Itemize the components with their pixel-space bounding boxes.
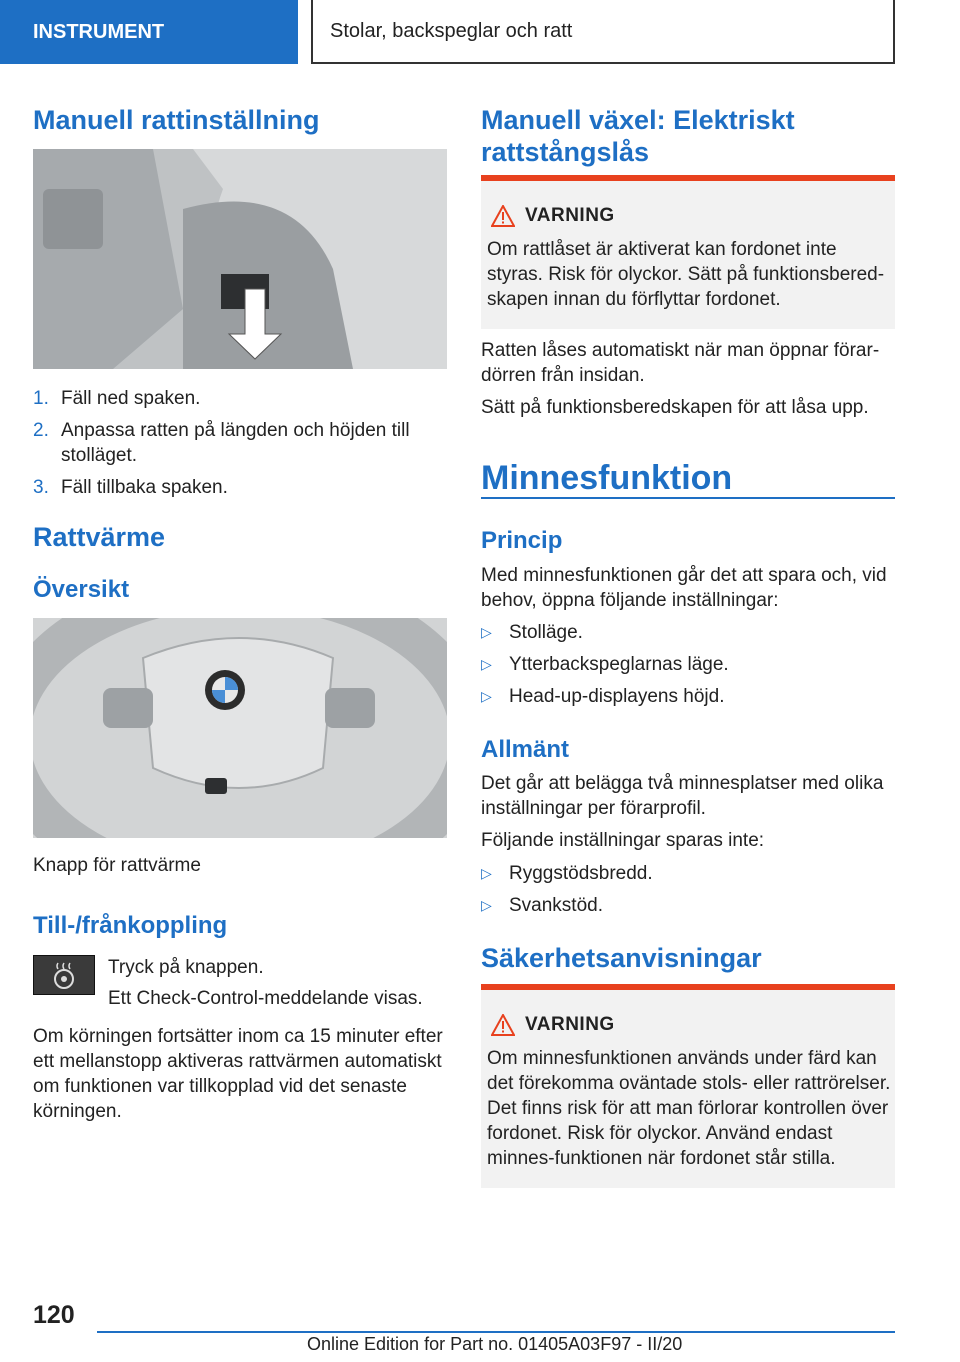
step-text: Fäll ned spaken. <box>61 388 201 409</box>
footer-rule <box>97 1331 895 1333</box>
list-item <box>481 861 895 886</box>
figure-caption: Knapp för rattvärme <box>33 855 201 876</box>
heading-steering-lock: Manuell växel: Elektriskt rattstångslås <box>481 105 795 167</box>
heading-manual-adjust: Manuell rattinställning <box>33 105 320 135</box>
list-item-text: Ytterbackspeglarnas läge. <box>509 654 729 675</box>
warning-label: VARNING <box>525 205 615 226</box>
general-paragraph: Det går att belägga två minnesplatser med olika inställningar per förarprofil. <box>481 773 884 819</box>
heading-principle: Princip <box>481 527 563 554</box>
list-item <box>33 418 447 468</box>
warning-box-memory <box>481 984 895 1188</box>
heading-overview: Översikt <box>33 576 130 603</box>
steering-heat-icon <box>44 960 84 990</box>
warning-triangle-icon <box>491 205 515 227</box>
warning-label: VARNING <box>525 1014 615 1035</box>
bullet-triangle-icon: ▷ <box>481 624 492 640</box>
list-item-text: Stolläge. <box>509 622 583 643</box>
auto-activation-paragraph: Om körningen fortsätter inom ca 15 minuter efter ett mellanstopp aktiveras rattvärmen automatiskt om funktionen var tillkopplad vid det senaste körningen. <box>33 1026 443 1122</box>
header-chapter-box <box>311 0 895 64</box>
unlock-paragraph: Sätt på funktionsberedskapen för att låsa upp. <box>481 397 869 418</box>
heading-memory-function: Minnesfunktion <box>481 459 733 497</box>
list-item-text: Head-up-displayens höjd. <box>509 686 725 707</box>
steering-wheel-illustration <box>33 618 447 838</box>
step-number: 2. <box>33 420 49 441</box>
warning-triangle-icon <box>491 1014 515 1036</box>
auto-lock-paragraph: Ratten låses automatiskt när man öppnar förardörren från insidan. <box>481 340 880 386</box>
principle-paragraph: Med minnesfunktionen går det att spara och, vid behov, öppna följande inställningar: <box>481 565 887 611</box>
heading-steering-heat: Rattvärme <box>33 522 166 552</box>
warning-text: Om minnesfunktionen används under färd kan det förekomma oväntade stols- eller rattrörelser. Det finns risk för att man förlorar kontrollen över fordonet. Risk för olyckor. Använd endast minnes-funktionen när fordonet står stilla. <box>487 1048 891 1169</box>
list-item-text: Svankstöd. <box>509 895 603 916</box>
warning-header <box>491 205 615 227</box>
warning-box-lock <box>481 175 895 329</box>
step-text: Anpassa ratten på längden och höjden till stolläget. <box>61 420 410 466</box>
header-section-label: INSTRUMENT <box>33 20 165 43</box>
bullet-triangle-icon: ▷ <box>481 897 492 913</box>
list-item <box>481 652 895 677</box>
warning-text: Om rattlåset är aktiverat kan fordonet inte styras. Risk för olyckor. Sätt på funktionsberedskapen innan du förflyttar fordonet. <box>487 239 885 310</box>
heading-safety: Säkerhetsanvisningar <box>481 943 762 973</box>
list-item <box>481 620 895 645</box>
list-item-text: Ryggstödsbredd. <box>509 863 653 884</box>
header-section-tab <box>0 0 298 64</box>
figure-steering-column-lever <box>33 149 447 369</box>
list-item <box>33 386 447 411</box>
bullet-triangle-icon: ▷ <box>481 865 492 881</box>
heading-toggle: Till-/frånkoppling <box>33 912 228 939</box>
heading-general: Allmänt <box>481 736 570 763</box>
page-number: 120 <box>33 1301 75 1329</box>
header-chapter-label: Stolar, backspeglar och ratt <box>330 19 573 42</box>
steering-heat-button <box>33 955 95 995</box>
toggle-step-1: Tryck på knappen. <box>108 957 264 978</box>
not-saved-paragraph: Följande inställningar sparas inte: <box>481 830 765 851</box>
bullet-triangle-icon: ▷ <box>481 688 492 704</box>
step-number: 3. <box>33 477 49 498</box>
bullet-triangle-icon: ▷ <box>481 656 492 672</box>
list-item <box>481 893 895 918</box>
heading-underline <box>481 497 895 499</box>
warning-header <box>491 1014 615 1036</box>
step-text: Fäll tillbaka spaken. <box>61 477 228 498</box>
step-number: 1. <box>33 388 49 409</box>
list-item <box>33 475 447 500</box>
figure-steering-wheel <box>33 618 447 838</box>
lever-illustration <box>33 149 447 369</box>
footer-edition: Online Edition for Part no. 01405A03F97 - II/20 <box>307 1334 683 1354</box>
toggle-step-2: Ett Check-Control-meddelande visas. <box>108 988 423 1009</box>
list-item <box>481 684 895 709</box>
